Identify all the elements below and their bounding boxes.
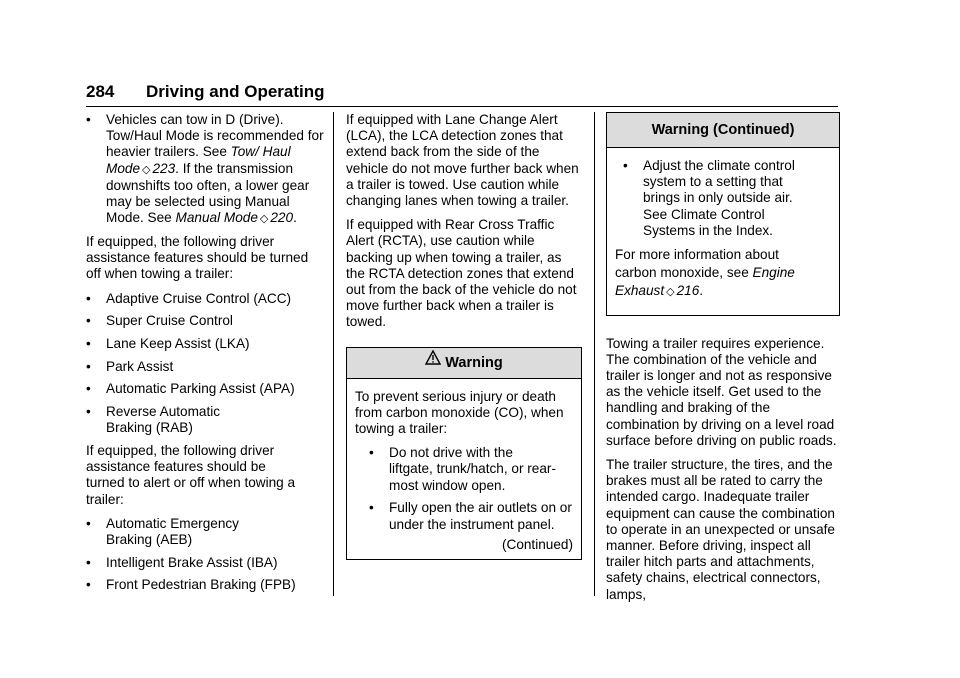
list-item: • Automatic Emergency Braking (AEB) (86, 515, 239, 547)
list-item: • Park Assist (86, 358, 174, 374)
bullet-icon: • (86, 554, 91, 570)
bullet-icon: • (86, 335, 91, 351)
paragraph: For more information about carbon monoxide, see Engine Exhaust ◇ 216. (615, 246, 795, 298)
paragraph: If equipped with Lane Change Alert (LCA), the LCA detection zones that extend back from the side of the vehicle do not move further back when a trailer is towed. Use caution while changing lanes when towing a trailer. (346, 112, 579, 209)
bullet-icon: • (86, 577, 91, 593)
column-3 (606, 112, 840, 611)
xref-page[interactable]: 223 (152, 160, 176, 176)
list-item: • Reverse Automatic Braking (RAB) (86, 404, 221, 436)
paragraph: Towing a trailer requires experience. The combination of the vehicle and trailer is longer and not as responsive as the vehicle itself. Get used to the handling and braking of the combination by driving on a level road surface before driving on public roads. (606, 335, 837, 448)
page-header (86, 80, 838, 107)
warning-header (347, 348, 581, 379)
xref-icon: ◇ (666, 285, 675, 298)
paragraph: To prevent serious injury or death from carbon monoxide (CO), when towing a trailer: (355, 388, 564, 437)
page-number: 284 (86, 82, 115, 101)
column-divider (594, 112, 595, 596)
column-divider (333, 112, 334, 596)
warning-title: Warning (445, 354, 503, 371)
warning-body (347, 379, 581, 560)
list-item: • Fully open the air outlets on or under the instrument panel. (369, 500, 572, 532)
xref-page[interactable]: 216 (676, 282, 700, 298)
xref-icon: ◇ (142, 163, 151, 176)
bullet-icon: • (86, 290, 91, 306)
list-item: • Adaptive Cruise Control (ACC) (86, 290, 292, 306)
list-item: • Front Pedestrian Braking (FPB) (86, 577, 296, 593)
bullet-icon: • (623, 158, 628, 173)
column-2 (346, 112, 582, 560)
list-item: • Adjust the climate control system to a setting that brings in only outside air. See Climate Control Systems in the Index. (623, 158, 795, 238)
bullet-icon: • (86, 381, 91, 397)
list-item: • Super Cruise Control (86, 313, 233, 329)
list-item: • Intelligent Brake Assist (IBA) (86, 554, 278, 570)
list-item: • Automatic Parking Assist (APA) (86, 381, 295, 397)
bullet-icon: • (86, 358, 91, 374)
section-title: Driving and Operating (146, 82, 325, 101)
bullet-icon: • (369, 500, 374, 516)
bullet-icon: • (86, 112, 91, 127)
warning-body (607, 148, 839, 315)
xref-link[interactable]: Engine Exhaust (615, 264, 795, 298)
continued-label: (Continued) (501, 537, 573, 553)
column-1 (86, 112, 326, 600)
paragraph: If equipped, the following driver assistance features should be turned to alert or off when towing a trailer: (86, 442, 296, 507)
bullet-icon: • (86, 515, 91, 531)
list-item: • Vehicles can tow in D (Drive). Tow/Haul Mode is recommended for heavier trailers. See Tow/ Haul Mode ◇ 223. If the transmission downshifts too often, a lower gear may be selected using Manual Mode. See Manual Mode ◇ 220. (86, 112, 324, 226)
bullet-icon: • (86, 313, 91, 329)
warning-box (346, 347, 582, 561)
warning-header: Warning (Continued) (607, 113, 839, 148)
warning-icon (425, 346, 441, 376)
paragraph: If equipped with Rear Cross Traffic Alert (RCTA), use caution while backing up when towing a trailer, as the RCTA detection zones that extend out from the back of the vehicle do not move further back when a trailer is towed. (346, 217, 577, 330)
xref-icon: ◇ (259, 213, 269, 226)
paragraph: The trailer structure, the tires, and the brakes must all be rated to carry the intended cargo. Inadequate trailer equipment can cause the combination to operate in an unexpected or unsafe manner. Before driving, inspect all trailer hitch parts and attachments, safety chains, electrical connectors, lamps, (606, 456, 835, 602)
list-item: • Lane Keep Assist (LKA) (86, 335, 250, 351)
xref-page[interactable]: 220 (270, 210, 294, 226)
list-item: • Do not drive with the liftgate, trunk/hatch, or rear-most window open. (369, 445, 556, 493)
warning-box (606, 112, 840, 316)
bullet-icon: • (86, 404, 91, 420)
bullet-icon: • (369, 445, 374, 461)
xref-link[interactable]: Tow/ Haul Mode (106, 144, 291, 176)
paragraph: If equipped, the following driver assistance features should be turned off when towing a trailer: (86, 233, 309, 282)
xref-link[interactable]: Manual Mode (175, 210, 258, 226)
